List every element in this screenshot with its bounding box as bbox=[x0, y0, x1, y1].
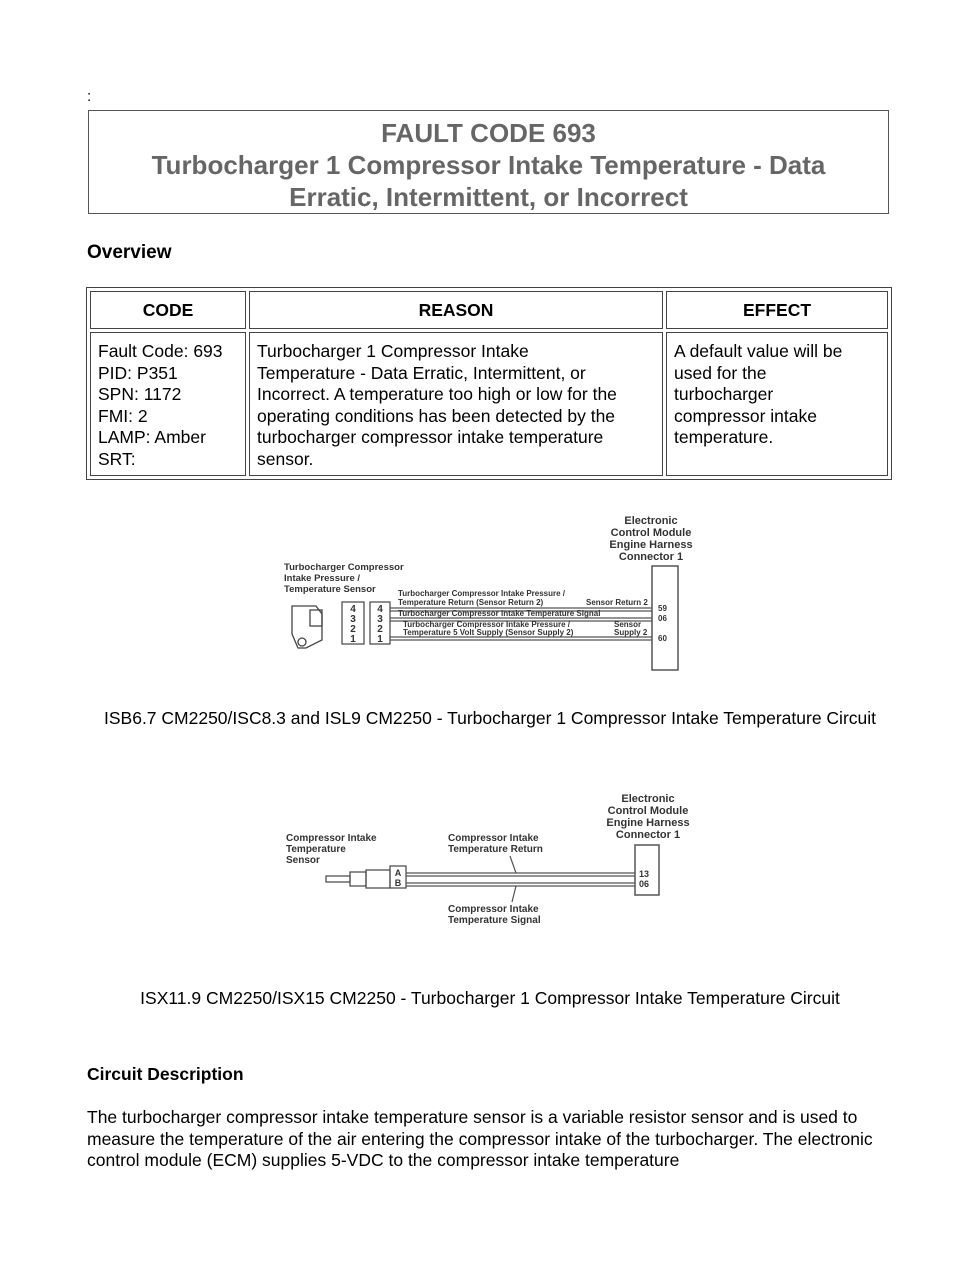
column-header-code: CODE bbox=[90, 291, 246, 329]
ecm-pin: 60 bbox=[658, 634, 667, 643]
code-line: FMI: 2 bbox=[98, 405, 148, 426]
code-line: SRT: bbox=[98, 448, 136, 469]
reason-line: Turbocharger 1 Compressor Intake bbox=[257, 341, 529, 361]
effect-line: turbocharger bbox=[674, 384, 774, 404]
page-colon: : bbox=[87, 88, 92, 105]
sensor-body-icon bbox=[292, 606, 322, 648]
circuit-description-text: The turbocharger compressor intake temperature sensor is a variable resistor sensor and is used to measure the temperature of the air entering the compressor intake of the turbocharger. The electronic control module (ECM) supplies 5-VDC to the compressor intake temperature bbox=[87, 1107, 873, 1170]
pin-label: 3 bbox=[350, 614, 356, 625]
return-label-line: Temperature Return bbox=[448, 844, 543, 855]
reason-line: Temperature - Data Erratic, Intermittent, or bbox=[257, 362, 586, 383]
return-label-line: Compressor Intake bbox=[448, 833, 539, 844]
wire-label: Turbocharger Compressor Intake Temperature Signal bbox=[398, 609, 601, 618]
effect-cell bbox=[666, 332, 888, 476]
sensor-label-line: Temperature Sensor bbox=[284, 584, 376, 595]
wire-label: Temperature Return (Sensor Return 2) bbox=[398, 598, 544, 607]
overview-table bbox=[86, 287, 892, 480]
ecm-label-line: Electronic bbox=[621, 793, 675, 805]
pin-label: 1 bbox=[350, 634, 356, 645]
fault-code-title: FAULT CODE 693 bbox=[381, 118, 596, 148]
effect-line: temperature. bbox=[674, 427, 774, 447]
ecm-label-line: Engine Harness bbox=[609, 539, 693, 551]
ecm-label-line: Connector 1 bbox=[618, 551, 684, 563]
code-line: PID: P351 bbox=[98, 362, 178, 383]
reason-line: Incorrect. A temperature too high or low for the bbox=[257, 384, 617, 404]
table-row bbox=[90, 332, 888, 476]
wire-label: Temperature 5 Volt Supply (Sensor Supply 2) bbox=[403, 628, 574, 637]
ecm-label-line: Electronic bbox=[624, 515, 678, 527]
ecm-pin: 06 bbox=[639, 879, 650, 889]
ecm-label-line: Connector 1 bbox=[615, 829, 681, 841]
reason-line: operating conditions has been detected by the bbox=[257, 405, 616, 426]
effect-line: compressor intake bbox=[674, 405, 817, 426]
ecm-pin: 59 bbox=[658, 604, 667, 613]
ecm-label-line: Engine Harness bbox=[606, 817, 690, 829]
temperature-sensor-icon bbox=[326, 870, 390, 888]
code-line: SPN: 1172 bbox=[98, 384, 182, 404]
ecm-label bbox=[609, 515, 692, 563]
sensor-label-line: Sensor bbox=[286, 855, 320, 866]
wire-label: Supply 2 bbox=[614, 628, 648, 637]
wire-label: Sensor Return 2 bbox=[586, 598, 648, 607]
circuit-diagram-1 bbox=[278, 510, 708, 710]
code-line: LAMP: Amber bbox=[98, 427, 206, 447]
ecm-label-line: Control Module bbox=[610, 527, 692, 539]
wire-label: Turbocharger Compressor Intake Pressure / bbox=[403, 620, 571, 629]
code-line: Fault Code: 693 bbox=[98, 341, 223, 361]
ecm-pin: 13 bbox=[639, 869, 650, 879]
reason-cell bbox=[249, 332, 663, 476]
sensor-label-line: Compressor Intake bbox=[286, 833, 377, 844]
signal-label-line: Compressor Intake bbox=[448, 904, 539, 915]
reason-line: sensor. bbox=[257, 448, 314, 469]
wire-label: Sensor bbox=[614, 620, 642, 629]
sensor-label-line: Temperature bbox=[286, 844, 346, 855]
ecm-pin: 06 bbox=[658, 614, 667, 623]
wires bbox=[406, 856, 635, 902]
ecm-label bbox=[606, 793, 689, 841]
column-header-effect: EFFECT bbox=[666, 291, 888, 329]
pin-label: 2 bbox=[377, 624, 383, 635]
reason-line: turbocharger compressor intake temperature bbox=[257, 427, 604, 447]
ecm-label-line: Control Module bbox=[607, 805, 689, 817]
pin-label: B bbox=[394, 878, 402, 888]
pin-label: 4 bbox=[350, 604, 356, 615]
sensor-label-line: Turbocharger Compressor bbox=[284, 562, 404, 573]
sensor-label-line: Intake Pressure / bbox=[284, 573, 361, 584]
effect-line: A default value will be bbox=[674, 341, 843, 361]
diagram-2-caption: ISX11.9 CM2250/ISX15 CM2250 - Turbocharger 1 Compressor Intake Temperature Circuit bbox=[140, 988, 840, 1008]
signal-label-line: Temperature Signal bbox=[448, 915, 541, 926]
pin-label: 1 bbox=[377, 634, 383, 645]
fault-title-box bbox=[88, 110, 889, 214]
circuit-diagram-2 bbox=[280, 790, 700, 940]
pin-label: A bbox=[394, 868, 402, 878]
pin-label: 2 bbox=[350, 624, 356, 635]
pin-label: 3 bbox=[377, 614, 383, 625]
code-cell bbox=[90, 332, 246, 476]
overview-heading: Overview bbox=[87, 242, 172, 263]
column-header-reason: REASON bbox=[249, 291, 663, 329]
circuit-description-heading: Circuit Description bbox=[87, 1064, 244, 1084]
wire-label: Turbocharger Compressor Intake Pressure / bbox=[398, 589, 566, 598]
fault-code-subtitle: Turbocharger 1 Compressor Intake Temperature - Data Erratic, Intermittent, or Incorrect bbox=[151, 150, 826, 212]
effect-line: used for the bbox=[674, 362, 767, 383]
pin-label: 4 bbox=[377, 604, 383, 615]
diagram-1-caption: ISB6.7 CM2250/ISC8.3 and ISL9 CM2250 - Turbocharger 1 Compressor Intake Temperature Circuit bbox=[104, 708, 876, 728]
